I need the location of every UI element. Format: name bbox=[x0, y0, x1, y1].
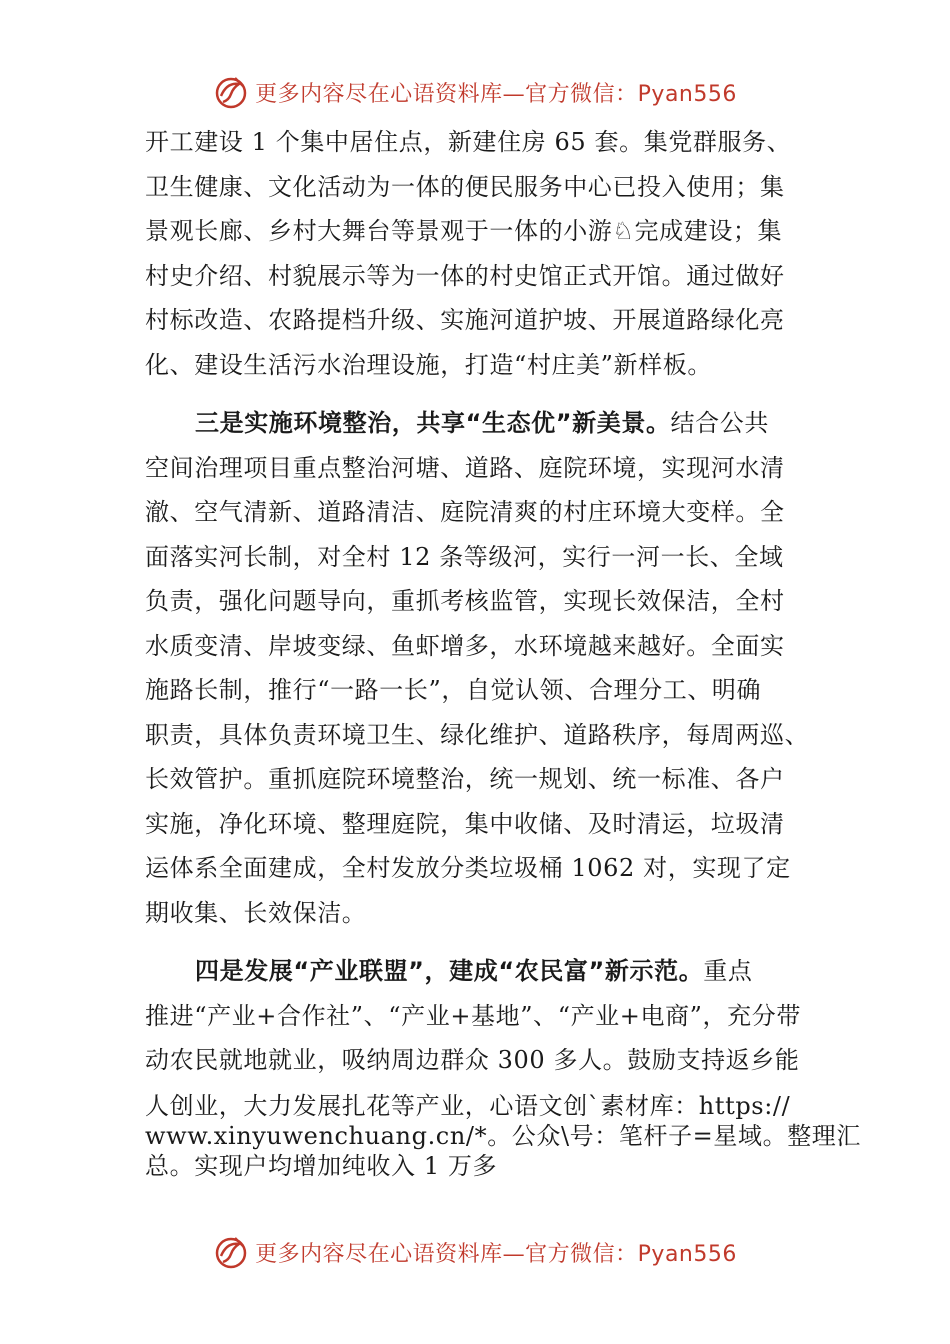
footer-banner bbox=[0, 1232, 950, 1272]
text-line: 负责，强化问题导向，重抓考核监管，实现长效保洁，全村 bbox=[145, 587, 785, 615]
text-line: 水质变清、岸坡变绿、鱼虾增多，水环境越来越好。全面实 bbox=[145, 631, 785, 660]
logo-icon bbox=[213, 74, 249, 110]
text-line: 动农民就地就业，吸纳周边群众 300 多人。鼓励支持返乡能 bbox=[145, 1046, 800, 1074]
text-line: 空间治理项目重点整治河塘、道路、庭院环境，实现河水清 bbox=[145, 453, 785, 482]
text-line: 实施，净化环境、整理庭院，集中收储、及时清运，垃圾清 bbox=[145, 809, 785, 838]
banner-text: 更多内容尽在心语资料库—官方微信：Pyan556 bbox=[255, 1241, 737, 1267]
text-line: 期收集、长效保洁。 bbox=[145, 898, 367, 927]
paragraph-2 bbox=[145, 401, 810, 935]
paragraph-3 bbox=[145, 949, 861, 1181]
paragraph-1 bbox=[145, 120, 810, 387]
logo-icon bbox=[213, 1234, 249, 1270]
text-line: 村史介绍、村貌展示等为一体的村史馆正式开馆。通过做好 bbox=[145, 261, 785, 290]
text-line: 面落实河长制，对全村 12 条等级河，实行一河一长、全域 bbox=[145, 542, 784, 571]
text-line: 施路长制，推行“一路一长”，自觉认领、合理分工、明确 bbox=[145, 676, 762, 704]
text-line: 长效管护。重抓庭院环境整治，统一规划、统一标准、各户 bbox=[145, 765, 785, 793]
text-line: 推进“产业+合作社”、“产业+基地”、“产业+电商”，充分带 bbox=[145, 1001, 801, 1030]
paragraph-heading: 三是实施环境整治，共享“生态优”新美景。结合公共 bbox=[195, 409, 769, 437]
text-line: 澈、空气清新、道路清洁、庭院清爽的村庄环境大变样。全 bbox=[145, 498, 785, 526]
text-line: 开工建设 1 个集中居住点，新建住房 65 套。集党群服务、 bbox=[145, 128, 792, 156]
text-line: 职责，具体负责环境卫生、绿化维护、道路秩序，每周两巡、 bbox=[145, 720, 810, 749]
text-line: www.xinyuwenchuang.cn/*。公众\号：笔杆子=星域。整理汇 bbox=[145, 1121, 861, 1150]
text-line: 景观长廊、乡村大舞台等景观于一体的小游♘完成建设；集 bbox=[145, 217, 783, 245]
wechat-id: Pyan556 bbox=[637, 81, 737, 107]
banner-text: 更多内容尽在心语资料库—官方微信：Pyan556 bbox=[255, 81, 737, 107]
header-banner bbox=[0, 72, 950, 112]
document-body bbox=[145, 120, 861, 1181]
text-line: 村标改造、农路提档升级、实施河道护坡、开展道路绿化亮 bbox=[145, 306, 785, 334]
text-line: 化、建设生活污水治理设施，打造“村庄美”新样板。 bbox=[145, 350, 712, 379]
text-line: 运体系全面建成，全村发放分类垃圾桶 1062 对，实现了定 bbox=[145, 854, 791, 882]
text-line: 卫生健康、文化活动为一体的便民服务中心已投入使用；集 bbox=[145, 172, 785, 201]
paragraph-heading: 四是发展“产业联盟”，建成“农民富”新示范。重点 bbox=[195, 957, 753, 985]
text-line: 总。实现户均增加纯收入 1 万多 bbox=[145, 1151, 498, 1180]
text-line: 人创业，大力发展扎花等产业，心语文创`素材库：https:// bbox=[145, 1091, 791, 1120]
wechat-id: Pyan556 bbox=[637, 1241, 737, 1267]
